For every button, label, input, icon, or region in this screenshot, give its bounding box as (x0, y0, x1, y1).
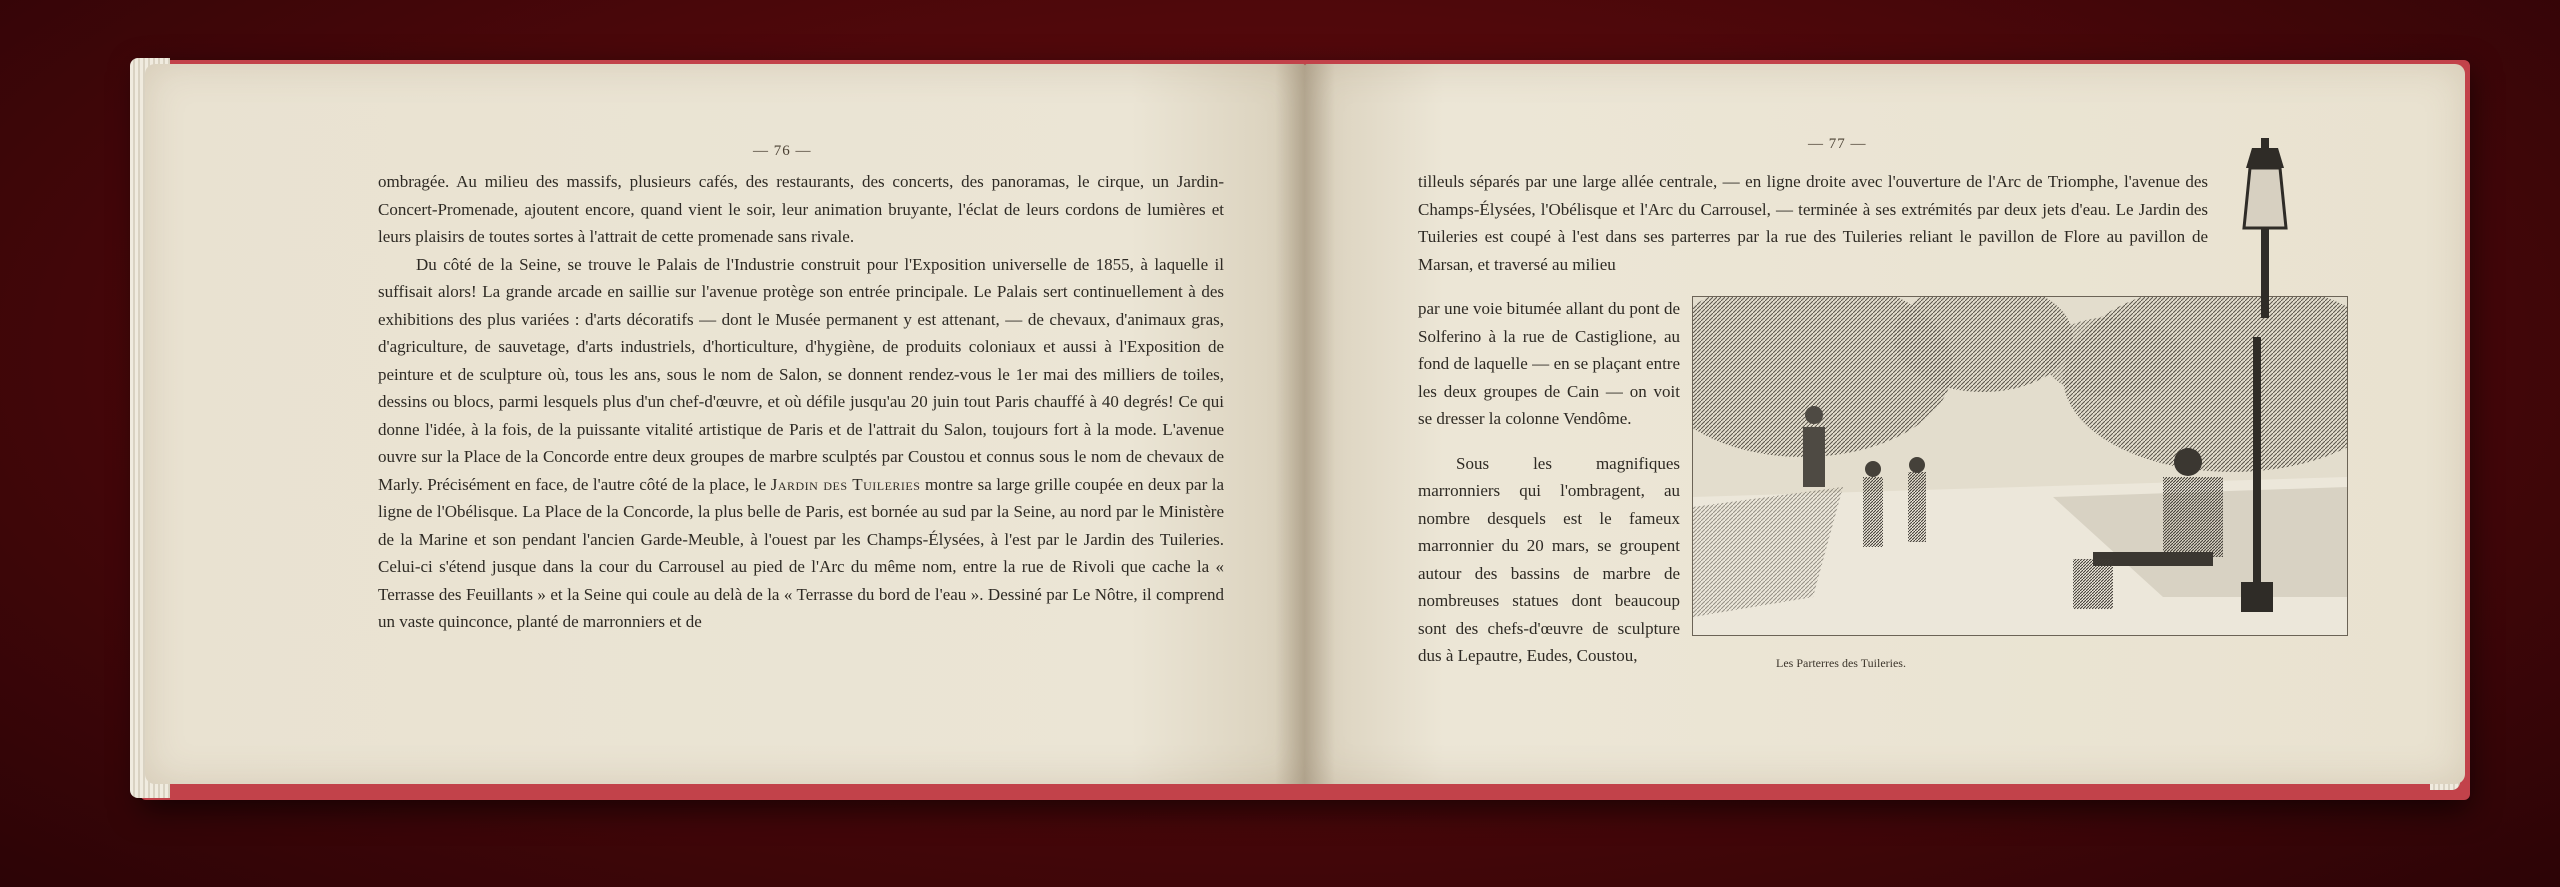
paragraph: ombragée. Au milieu des massifs, plusieurs cafés, des restaurants, des concerts, des panoramas, le cirque, un Jardin-Concert-Promenade, ajoutent encore, quand vient le soir, leur animation bruyante, l'éclat de leurs cordons de lumières et leurs plaisirs de toutes sortes à l'attrait de cette promenade sans rivale. (378, 172, 1224, 246)
engraving-drawing (1693, 297, 2347, 635)
page-number-left: — 76 — (753, 143, 812, 159)
book-gutter (1275, 64, 1335, 784)
paragraph-text: montre sa large grille coupée en deux par la ligne de l'Obélisque. La Place de la Concorde, la plus belle de Paris, est bornée au sud par la Seine, au nord par le Ministère de la Marine et son pendant l'ancien Garde-Meuble, à l'ouest par les Champs-Élysées, à l'est par le Jardin des Tuileries. Celui-ci s'étend jusque dans la cour du Carrousel au pied de l'Arc du même nom, entre la rue de Rivoli que cache la « Terrasse des Feuillants » et la Seine qui coule au delà de la « Terrasse du bord de l'eau ». Dessiné par Le Nôtre, il comprend un vaste quinconce, planté de marronniers et de (378, 474, 1225, 631)
right-page-top-text: tilleuls séparés par une large allée centrale, — en ligne droite avec l'ouverture de l'Arc de Triomphe, l'avenue des Champs-Élysées, l'Obélisque et l'Arc du Carrousel, — terminée à ses extrémités par deux jets d'eau. Le Jardin des Tuileries est coupé à l'est dans ses parterres par la rue des Tuileries reliant le pavillon de Flore au pavillon de Marsan, et traversé au milieu (1418, 172, 2208, 274)
paragraph (378, 251, 1224, 636)
left-page-text (378, 168, 1224, 636)
tuileries-illustration (1692, 296, 2348, 636)
smallcaps-term: Jardin des Tuileries (770, 474, 921, 494)
paragraph-text: Du côté de la Seine, se trouve le Palais de l'Industrie construit pour l'Exposition universelle de 1855, à laquelle il suffisait alors! La grande arcade en saillie sur l'avenue protège son entrée principale. Le Palais sert continuellement à des exhibitions des plus variées : d'arts décoratifs — dont le Musée permanent y est attenant, — de chevaux, d'animaux gras, d'agriculture, de sauvetage, d'arts industriels, d'horticulture, d'hygiène, de produits coloniaux et aussi à l'Exposition de peinture et de sculpture où, tous les ans, sous le nom de Salon, se donnent rendez-vous le 1er mai des milliers de toiles, dessins ou blocs, parmi lesquels plus d'un chef-d'œuvre, et où défile jusqu'au 20 juin tout Paris chauffé à 40 degrés! Ce qui donne l'idée, à la fois, de la puissante vitalité artistique de Paris et de l'attrait du Salon, toujours fort à la mode. L'avenue ouvre sur la Place de la Concorde entre deux groupes de marbre sculptés par Coustou et connus sous le nom de chevaux de Marly. Précisément en face, de l'autre côté de la place, le (378, 254, 1224, 494)
paragraph: Sous les magnifiques marronniers qui l'ombragent, au nombre desquels est le fameux marronnier du 20 mars, se groupent autour des bassins de marbre de nombreuses statues dont beaucoup sont des chefs-d'œuvre de sculpture dus à Lepautre, Eudes, Coustou, (1418, 453, 1680, 665)
illustration-caption: Les Parterres des Tuileries. (1776, 656, 1906, 670)
page-number-right: — 77 — (1808, 136, 1867, 152)
right-page-column-text (1418, 278, 1680, 687)
lamp-post-drawing (2230, 138, 2300, 318)
paragraph: par une voie bitumée allant du pont de Solferino à la rue de Castiglione, au fond de laquelle — en se plaçant entre les deux groupes de Cain — on voit se dresser la colonne Vendôme. (1418, 299, 1680, 428)
